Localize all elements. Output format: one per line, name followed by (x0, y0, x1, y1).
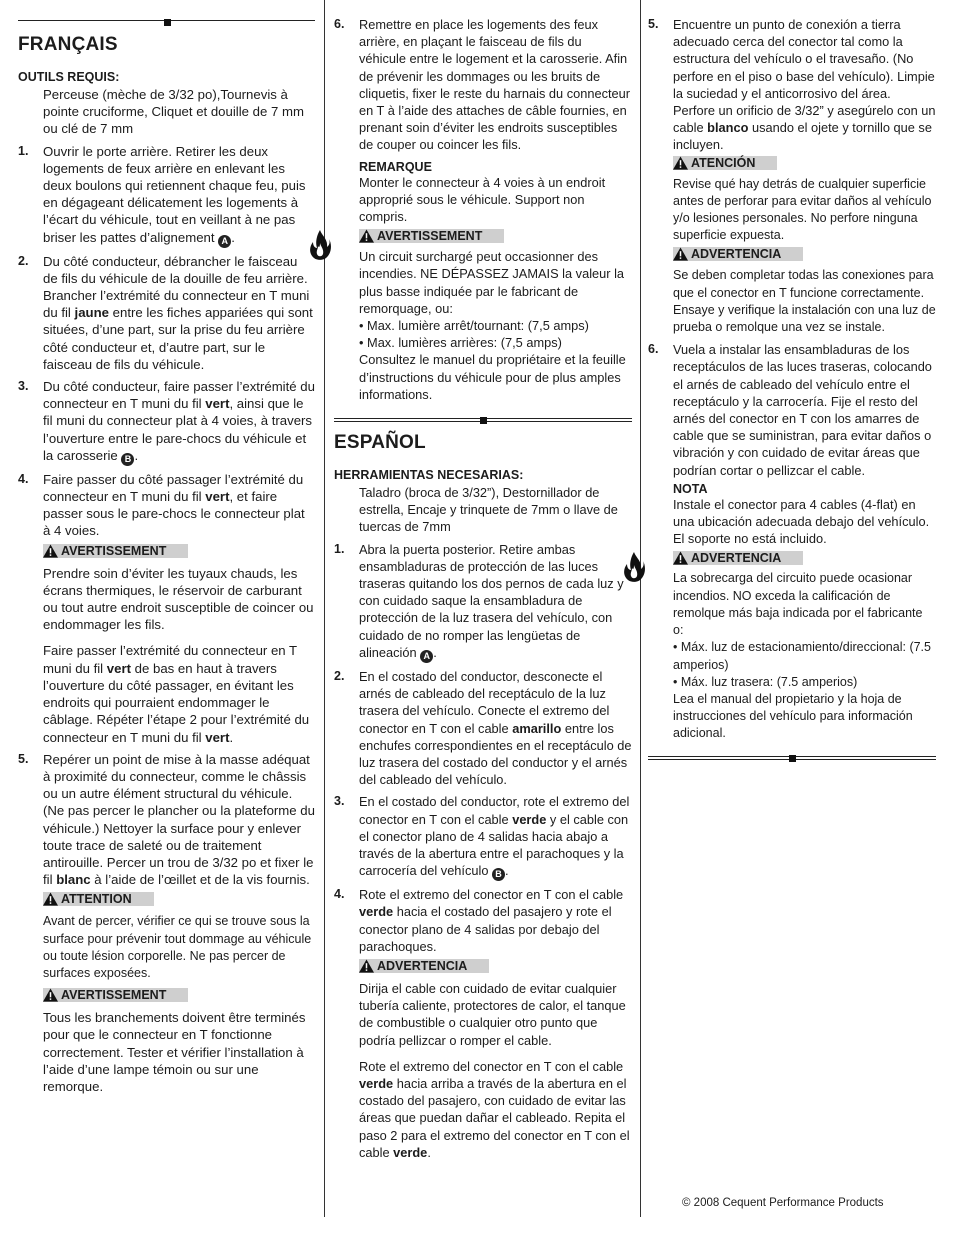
column-french (18, 0, 315, 1095)
step-fr-4: 4. Faire passer du côté passager l’extrémité du connecteur en T muni du fil vert, et faire passer sous le pare-chocs le connecteur plat à 4 voies. (18, 471, 305, 539)
step-fr-2: 2. Du côté conducteur, débrancher le faisceau de fils du véhicule de la douille de feu arrière. Brancher l’extrémité du connecteur en T muni du fil jaune entre les fiches appariées qui sont situées, d’une part, sur la prise du feu arrière côté conducteur et, d’autre part, sur le faisceau de fils du véhicule. (18, 253, 313, 372)
fire-warning-fr: AVERTISSEMENT Un circuit surchargé peut occasionner des incendies. NE DÉPASSEZ JAMAIS la valeur la plus basse indiquée par le fabricant de remorquage, ou: • Max. lumière arrêt/tournant: (7,5 amps) • Max. lumières arrières: (7,5 amps) Consultez le manuel du propriétaire et la feuille d’instructions du véhicule pour de plus amples informations. (334, 229, 632, 403)
copyright: © 2008 Cequent Performance Products (682, 1197, 884, 1209)
warning-es-5: ADVERTENCIA Se deben completar todas las conexiones para que el conector en T funcione correctamente. Ensaye y verifique la instalación con una luz de prueba o remolque una vez se instale. (673, 247, 936, 335)
attention-fr-5: ATTENTION Avant de percer, vérifier ce qui se trouve sous la surface pour prévenir tout dommage au véhicule ou toute lésion corporelle. Ne pas percer de surfaces exposées. (43, 892, 312, 980)
note-es: NOTA Instale el conector para 4 cables (4-flat) en una ubicación adecuada debajo del vehículo. El soporte no está incluido. (673, 481, 930, 547)
warning-triangle-icon (673, 247, 688, 261)
step-es-1: 1. Abra la puerta posterior. Retire ambas ensambladuras de protección de las luces traseras quitando los dos pernos de cada luz y con cuidado saque la ensambladura de protección de la luz trasera del vehículo, con cuidado de no romper las lengüetas de alineación A . (334, 541, 624, 661)
step-es-6: 6. Vuela a instalar las ensambladuras de los receptáculos de las luces traseras, colocando el arnés de cableado del vehículo entre el receptáculo y la carrocería. Fije el resto del arnés del conector en T con los amarres de cable que se suministran, para evitar daños o vibración y con cuidado de evitar áreas que podrían cortar o pellizcar el cable. (648, 342, 932, 478)
tools-label: OUTILS REQUIS: (18, 70, 120, 84)
tools-text: Perceuse (mèche de 3/32 po),Tournevis à pointe cruciforme, Cliquet et douille de 7 mm ou clé de 7 mm (43, 87, 304, 137)
step-fr-1: 1. Ouvrir le porte arrière. Retirer les deux logements de feux arrière en enlevant les deux boulons qui retiennent chaque feu, puis en dégageant délicatement les logements à l’écart du véhicule, tout en veillant à ne pas briser les pattes d’alignement A . (18, 143, 306, 246)
heading-espanol: ESPAÑOL (334, 432, 426, 454)
fire-warning-es: ADVERTENCIA La sobrecarga del circuito puede ocasionar incendios. NO exceda la calificación de remolque más baja indicada por el fabricante o: • Máx. luz de estacionamiento/direccional: (7.5 amperios) • Máx. luz trasera: (7.5 amperios) Lea el manual del propietario y la hoja de instrucciones del vehículo para información adicional. (648, 551, 936, 742)
warning-triangle-icon (359, 959, 374, 973)
step-es-5: 5. Encuentre un punto de conexión a tierra adecuado cerca del conector tal como la estructura del vehículo o el travesaño. (No perfore en el piso o base del vehículo). Limpie la suciedad y el anticorrosivo del área. Perfore un orificio de 3/32” y asegúrelo con un cable blanco usando el ojete y tornillo que se incluyen. (648, 17, 936, 153)
step-fr-4-continued: Faire passer l’extrémité du connecteur en T muni du fil vert de bas en haut à travers l’ouverture du côté passager, en évitant les endroits qui pourraient endommager le câblage. Répéter l’étape 2 pour l’extrémité du connecteur en T muni du fil vert. (43, 643, 310, 745)
warning-triangle-icon (673, 156, 688, 170)
fire-hazard-icon (308, 229, 332, 261)
callout-b-icon: B (121, 453, 134, 466)
fire-hazard-icon (622, 551, 646, 583)
step-es-2: 2. En el costado del conductor, desconecte el arnés de cableado del receptáculo de la luz trasera del vehículo. Conecte el extremo del conector en T con el cable amarillo entre los enchufes correspondientes en el receptáculo de luz trasera del costado del conductor y el arnés del cableado del vehículo. (334, 668, 632, 788)
section-rule (334, 417, 632, 424)
step-fr-6: 6. Remettre en place les logements des feux arrière, en plaçant le faisceau de fils du véhicule entre le logement et la carosserie. Afin de prévenir les dommages ou les bruits de cliquetis, fixer le reste du harnais du connecteur en T à l’aide des attaches de câble fournies, en prenant soin d’éviter les endroits susceptibles de couper ou coincer les fils. (334, 17, 631, 153)
callout-a-icon: A (420, 650, 433, 663)
step-es-4: 4. Rote el extremo del conector en T con el cable verde hacia el costado del pasajero y rote el conector plano de 4 salidas por debajo del parachoques. (334, 887, 624, 954)
warning-es-4: ADVERTENCIA Dirija el cable con cuidado de evitar cualquier tubería caliente, protectores de calor, el tanque de combustible o cualquier otro punto que podría pellizcar o romper el cable. Rote el extremo del conector en T con el cable verde hacia arriba a través de la abertura en el costado del pasajero, con cuidado de evitar las áreas que puedan dañar el cableado. Repita el paso 2 para el extremo del conector en T con el cable verde. (359, 959, 632, 1161)
warning-triangle-icon (359, 229, 374, 243)
step-es-4-continued: Rote el extremo del conector en T con el cable verde hacia arriba a través de la abertura en el costado del pasajero, con cuidado de evitar las áreas que puedan dañar el cableado. Repita el paso 2 para el extremo del conector en T con el cable verde. (359, 1058, 630, 1160)
step-es-3: 3. En el costado del conductor, rote el extremo del conector en T con el cable verde y el cable con el conector plano de 4 salidas hacia abajo a través de la abertura entre el parachoques y la carrocería del vehículo B . (334, 794, 630, 880)
step-fr-3: 3. Du côté conducteur, faire passer l’extrémité du connecteur en T muni du fil vert, ainsi que le fil muni du connecteur plat à 4 voies, à travers l’ouverture entre le pare-chocs du véhicule et la carosserie B . (18, 379, 315, 464)
warning-triangle-icon (673, 551, 688, 565)
heading-francais: FRANÇAIS (18, 34, 118, 55)
column-divider (324, 0, 325, 1217)
warning-fr-5: AVERTISSEMENT Tous les branchements doivent être terminés pour que le connecteur en T fonctionne correctement. Tester et vérifier l’installation à l’aide d’une lampe témoin ou sur une remorque. (43, 988, 306, 1094)
callout-b-icon: B (492, 868, 505, 881)
tools-label: HERRAMIENTAS NECESARIAS: (334, 468, 524, 483)
callout-a-icon: A (218, 235, 231, 248)
section-rule (18, 19, 315, 26)
column-divider (640, 0, 641, 1217)
attention-es-5: ATENCIÓN Revise qué hay detrás de cualquier superficie antes de perforar para evitar daños al vehículo y/o lesiones personales. No perfore ninguna superficie expuesta. (673, 155, 932, 243)
step-fr-5: 5. Repérer un point de mise à la masse adéquat à proximité du connecteur, comme le châssis ou un autre élément structural du véhicule. (Ne pas percer le plancher ou la plateforme du véhicule.) Nettoyer la surface pour y enlever toute trace de saleté ou de traitement antirouille. Percer un trou de 3/32 po et fixer le fil blanc à l’aide de l’œillet et de la vis fournis. (18, 751, 315, 888)
warning-triangle-icon (43, 544, 58, 558)
warning-triangle-icon (43, 988, 58, 1002)
warning-triangle-icon (43, 892, 58, 906)
column-spanish (648, 0, 936, 762)
note-fr: REMARQUE Monter le connecteur à 4 voies à un endroit approprié sous le véhicule. Support non compris. (359, 159, 606, 225)
warning-fr-4: AVERTISSEMENT Prendre soin d’éviter les tuyaux chauds, les écrans thermiques, le réservoir de carburant ou tout autre endroit susceptible de coincer ou endommager les fils. Faire passer l’extrémité du connecteur en T muni du fil vert de bas en haut à travers l’ouverture du côté passager, en évitant les endroits qui pourraient endommager le câblage. Répéter l’étape 2 pour l’extrémité du connecteur en T muni du fil vert. (43, 543, 314, 745)
column-middle (334, 0, 632, 1161)
tools-text: Taladro (broca de 3/32”), Destornillador de estrella, Encaje y trinquete de 7mm o llave de tuercas de 7mm (359, 485, 618, 535)
section-rule (648, 755, 936, 762)
